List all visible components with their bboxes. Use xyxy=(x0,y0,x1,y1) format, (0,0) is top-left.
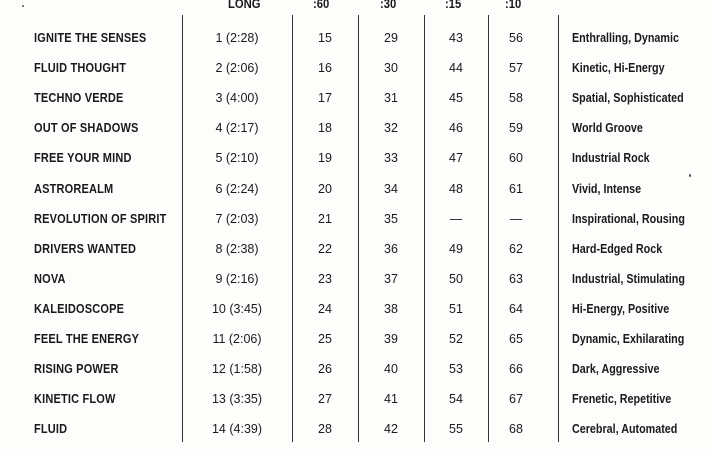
track-long-cut: 8 (2:38) xyxy=(215,241,259,256)
track-long-cut: 5 (2:10) xyxy=(215,151,259,166)
track-60-cut: 19 xyxy=(318,151,332,166)
track-mood: Hi-Energy, Positive xyxy=(572,301,670,316)
track-title: FLUID xyxy=(34,422,68,437)
track-30-cut: 40 xyxy=(384,362,398,377)
table-row xyxy=(0,83,712,113)
track-30-cut: 42 xyxy=(384,422,398,437)
track-30-cut: 29 xyxy=(384,31,398,45)
track-10-cut: 68 xyxy=(509,422,523,437)
track-15-cut: 55 xyxy=(449,422,463,437)
track-title: KINETIC FLOW xyxy=(34,392,116,407)
track-10-cut: 67 xyxy=(509,392,523,407)
track-long-cut: 3 (4:00) xyxy=(215,91,259,106)
track-long-cut: 1 (2:28) xyxy=(215,31,259,45)
track-long-cut: 13 (3:35) xyxy=(211,392,263,407)
track-mood: Hard-Edged Rock xyxy=(572,241,663,256)
track-60-cut: 24 xyxy=(318,301,332,316)
track-15-cut: 49 xyxy=(449,241,463,256)
track-30-cut: 34 xyxy=(384,181,398,196)
track-10-cut: 59 xyxy=(509,121,523,136)
track-15-cut: 46 xyxy=(449,121,463,136)
track-mood: Dynamic, Exhilarating xyxy=(572,332,685,346)
table-row xyxy=(0,384,712,414)
track-30-cut: 37 xyxy=(384,271,398,286)
table-row xyxy=(0,53,712,83)
track-title: FEEL THE ENERGY xyxy=(34,332,140,346)
track-long-cut: 10 (3:45) xyxy=(211,301,263,316)
track-15-cut: 54 xyxy=(449,392,463,407)
track-30-cut: 36 xyxy=(384,241,398,256)
track-60-cut: 20 xyxy=(318,181,332,196)
track-60-cut: 28 xyxy=(318,422,332,437)
table-row xyxy=(0,264,712,294)
track-mood: Inspirational, Rousing xyxy=(572,211,685,226)
track-10-cut: 66 xyxy=(509,362,523,377)
track-15-cut: 48 xyxy=(449,181,463,196)
table-row xyxy=(0,204,712,234)
track-30-cut: 31 xyxy=(384,91,398,106)
track-10-cut: 58 xyxy=(509,91,523,106)
track-title: ASTROREALM xyxy=(34,181,114,196)
track-60-cut: 15 xyxy=(318,31,332,45)
track-title: TECHNO VERDE xyxy=(34,91,124,106)
scan-speck xyxy=(689,174,691,177)
track-title: OUT OF SHADOWS xyxy=(34,121,139,136)
track-mood: Kinetic, Hi-Energy xyxy=(572,61,665,76)
table-row xyxy=(0,143,712,173)
track-15-cut: 43 xyxy=(449,31,463,45)
track-mood: Dark, Aggressive xyxy=(572,362,660,377)
track-mood: Industrial, Stimulating xyxy=(572,271,685,286)
track-30-cut: 39 xyxy=(384,332,398,346)
track-long-cut: 7 (2:03) xyxy=(215,211,259,226)
track-60-cut: 17 xyxy=(318,91,332,106)
track-10-cut: 63 xyxy=(509,271,523,286)
track-10-cut: 64 xyxy=(509,301,523,316)
track-title: DRIVERS WANTED xyxy=(34,241,137,256)
track-title: KALEIDOSCOPE xyxy=(34,301,125,316)
track-10-cut: 62 xyxy=(509,241,523,256)
track-60-cut: 22 xyxy=(318,241,332,256)
track-long-cut: 2 (2:06) xyxy=(215,61,259,76)
track-60-cut: 23 xyxy=(318,271,332,286)
track-10-cut: 57 xyxy=(509,61,523,76)
table-row xyxy=(0,354,712,384)
track-60-cut: 18 xyxy=(318,121,332,136)
track-10-cut: 60 xyxy=(509,151,523,166)
header-60: :60 xyxy=(313,0,330,11)
track-15-cut: 52 xyxy=(449,332,463,346)
track-mood: Spatial, Sophisticated xyxy=(572,91,684,106)
track-30-cut: 38 xyxy=(384,301,398,316)
track-10-cut: 61 xyxy=(509,181,523,196)
track-title: RISING POWER xyxy=(34,362,119,377)
track-long-cut: 4 (2:17) xyxy=(215,121,259,136)
track-60-cut: 27 xyxy=(318,392,332,407)
table-row xyxy=(0,174,712,204)
track-long-cut: 6 (2:24) xyxy=(215,181,259,196)
table-row xyxy=(0,324,712,354)
track-15-cut: 47 xyxy=(449,151,463,166)
track-30-cut: 32 xyxy=(384,121,398,136)
track-60-cut: 21 xyxy=(318,211,332,226)
track-10-cut: — xyxy=(509,211,523,226)
track-15-cut: 50 xyxy=(449,271,463,286)
track-mood: Frenetic, Repetitive xyxy=(572,392,672,407)
track-15-cut: 53 xyxy=(449,362,463,377)
table-row xyxy=(0,294,712,324)
header-30: :30 xyxy=(380,0,397,11)
track-mood: World Groove xyxy=(572,121,643,136)
track-10-cut: 65 xyxy=(509,332,523,346)
track-30-cut: 35 xyxy=(384,211,398,226)
track-60-cut: 25 xyxy=(318,332,332,346)
track-long-cut: 14 (4:39) xyxy=(211,422,263,437)
track-60-cut: 26 xyxy=(318,362,332,377)
track-mood: Enthralling, Dynamic xyxy=(572,31,679,45)
table-row xyxy=(0,23,712,53)
track-30-cut: 30 xyxy=(384,61,398,76)
track-long-cut: 11 (2:06) xyxy=(212,332,262,346)
track-long-cut: 9 (2:16) xyxy=(215,271,259,286)
header-15: :15 xyxy=(445,0,462,11)
track-mood: Industrial Rock xyxy=(572,151,650,166)
table-row xyxy=(0,414,712,444)
track-title: NOVA xyxy=(34,271,66,286)
table-row xyxy=(0,234,712,264)
scan-speck xyxy=(22,5,24,7)
track-30-cut: 41 xyxy=(384,392,398,407)
header-10: :10 xyxy=(505,0,522,11)
track-15-cut: 45 xyxy=(449,91,463,106)
track-15-cut: — xyxy=(449,211,463,226)
track-30-cut: 33 xyxy=(384,151,398,166)
track-long-cut: 12 (1:58) xyxy=(211,362,263,377)
header-long: LONG xyxy=(228,0,261,11)
table-row xyxy=(0,113,712,143)
track-mood: Vivid, Intense xyxy=(572,181,642,196)
track-10-cut: 56 xyxy=(509,31,523,45)
track-15-cut: 44 xyxy=(449,61,463,76)
track-mood: Cerebral, Automated xyxy=(572,422,678,437)
track-title: FREE YOUR MIND xyxy=(34,151,132,166)
track-60-cut: 16 xyxy=(318,61,332,76)
track-title: FLUID THOUGHT xyxy=(34,61,127,76)
track-title: IGNITE THE SENSES xyxy=(34,31,147,45)
track-15-cut: 51 xyxy=(449,301,463,316)
track-title: REVOLUTION OF SPIRIT xyxy=(34,211,167,226)
